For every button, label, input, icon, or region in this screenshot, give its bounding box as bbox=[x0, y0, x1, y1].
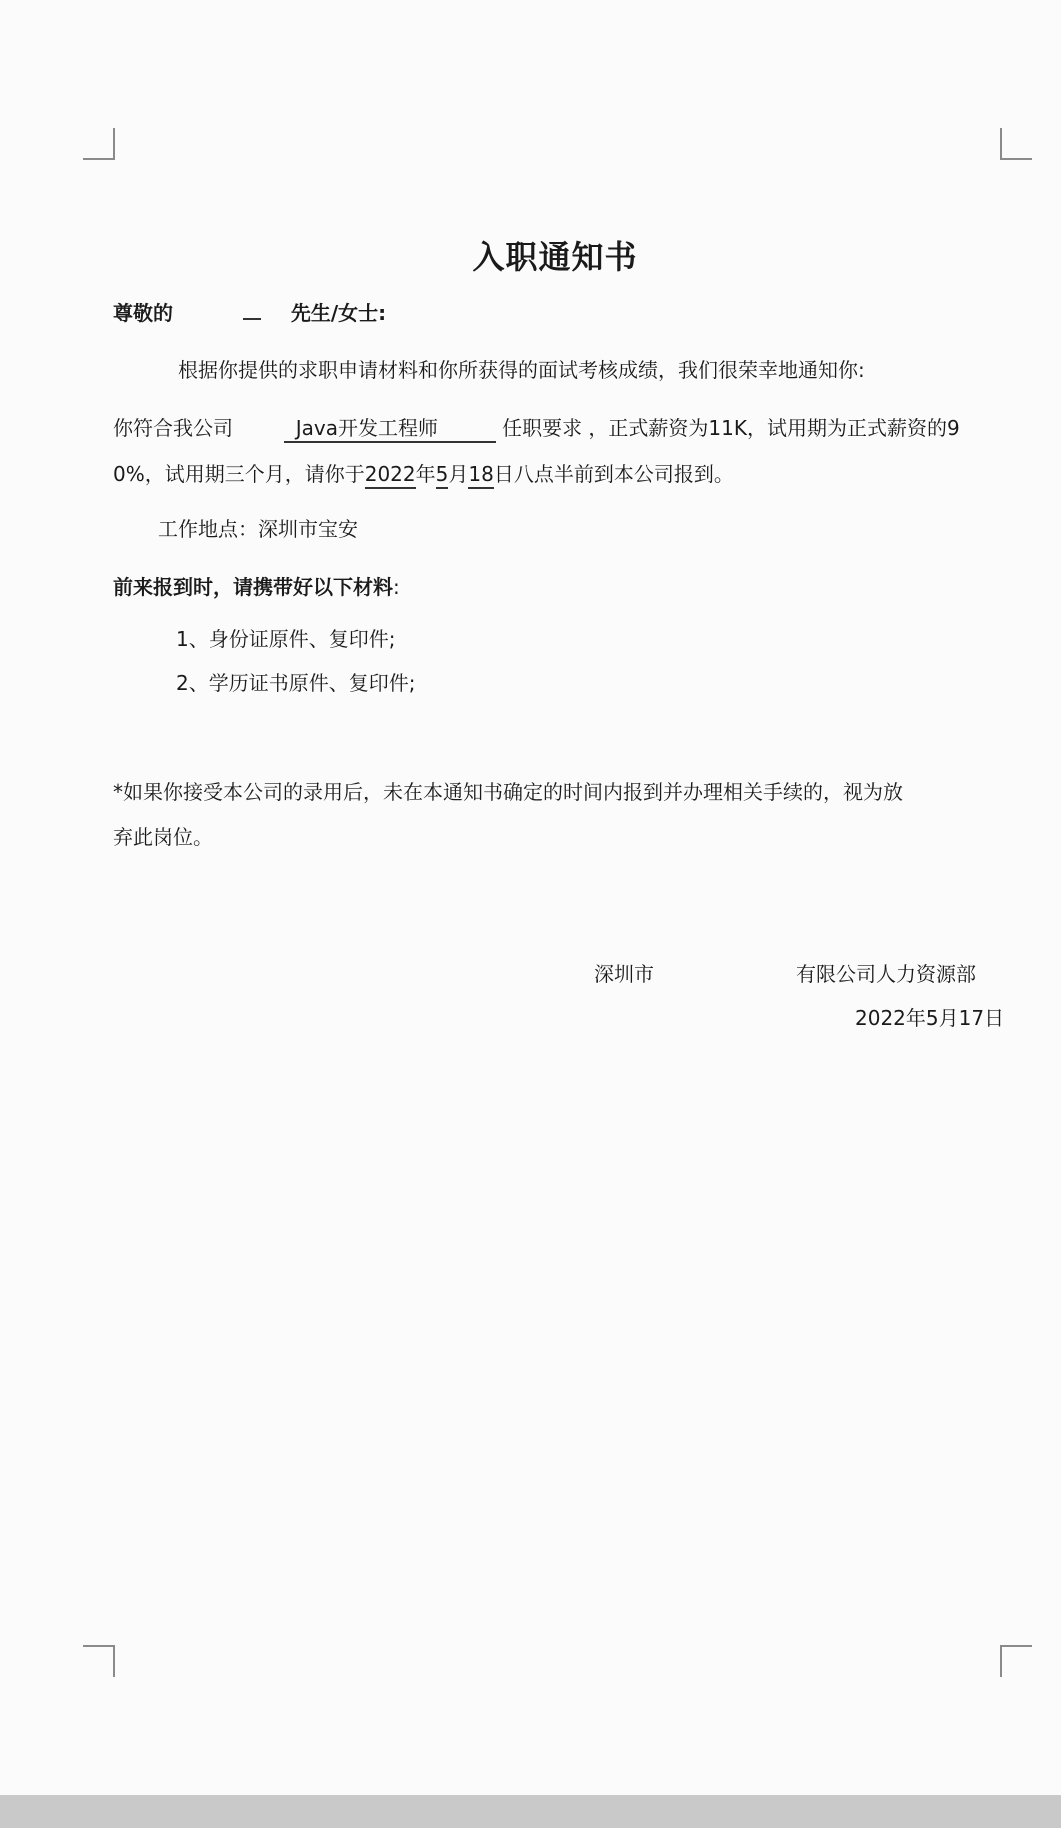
offer-line-2 bbox=[113, 460, 734, 489]
start-month: 5 bbox=[436, 461, 449, 489]
start-day: 18 bbox=[468, 461, 493, 489]
corner-mark-top-right bbox=[1000, 128, 1032, 160]
materials-heading bbox=[113, 573, 400, 601]
workplace-line: 工作地点：深圳市宝安 bbox=[158, 517, 358, 541]
notice-line-2: 弃此岗位。 bbox=[113, 825, 213, 849]
materials-heading-colon: : bbox=[393, 575, 400, 599]
greeting-suffix: 先生/女士: bbox=[290, 301, 387, 325]
year-char: 年 bbox=[415, 462, 436, 486]
signature-date: 2022年5月17日 bbox=[855, 1006, 1005, 1030]
month-char: 月 bbox=[448, 462, 469, 486]
signature-company-start: 深圳市 bbox=[594, 962, 654, 986]
offer-line2-end: 日八点半前到本公司报到。 bbox=[493, 462, 734, 486]
corner-mark-bottom-right bbox=[1000, 1645, 1032, 1677]
start-year: 2022 bbox=[365, 461, 416, 489]
corner-mark-bottom-left bbox=[83, 1645, 115, 1677]
bottom-bar bbox=[0, 1795, 1061, 1828]
intro-paragraph: 根据你提供的求职申请材料和你所获得的面试考核成绩，我们很荣幸地通知你: bbox=[178, 358, 865, 382]
material-item: 2、学历证书原件、复印件; bbox=[176, 671, 416, 695]
signature-company-end: 有限公司人力资源部 bbox=[796, 962, 976, 986]
greeting-prefix: 尊敬的 bbox=[113, 301, 173, 325]
material-item: 1、身份证原件、复印件; bbox=[176, 627, 396, 651]
greeting bbox=[113, 298, 386, 327]
offer-prefix: 你符合我公司 bbox=[113, 416, 233, 440]
offer-line-1 bbox=[113, 414, 960, 443]
offer-suffix: 任职要求 ，正式薪资为11K，试用期为正式薪资的9 bbox=[502, 416, 960, 440]
offer-line2-start: 0%，试用期三个月，请你于 bbox=[113, 462, 365, 486]
notice-line-1: *如果你接受本公司的录用后，未在本通知书确定的时间内报到并办理相关手续的，视为放 bbox=[113, 780, 903, 804]
materials-heading-text: 前来报到时，请携带好以下材料 bbox=[113, 575, 393, 599]
corner-mark-top-left bbox=[83, 128, 115, 160]
signature-company bbox=[594, 960, 976, 988]
document-title: 入职通知书 bbox=[472, 238, 638, 276]
name-blank bbox=[243, 298, 261, 320]
position-field: Java开发工程师 bbox=[284, 415, 496, 443]
